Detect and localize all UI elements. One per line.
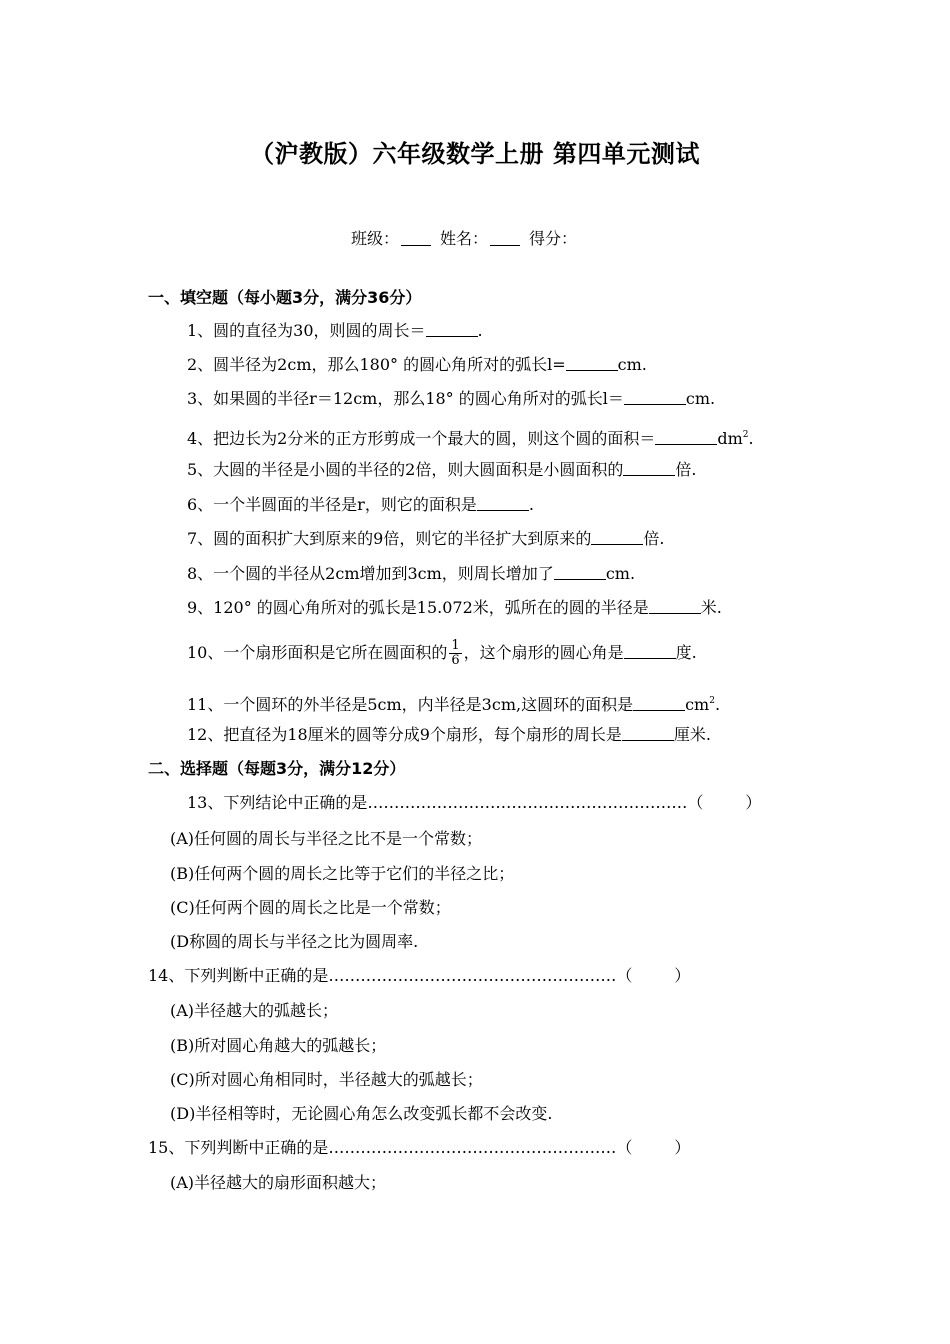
question-7: 7、圆的面积扩大到原来的9倍，则它的半径扩大到原来的 倍. bbox=[187, 529, 665, 548]
answer-blank-3[interactable] bbox=[624, 390, 686, 405]
answer-blank-6[interactable] bbox=[477, 496, 529, 511]
answer-blank-12[interactable] bbox=[622, 726, 674, 741]
answer-blank-4[interactable] bbox=[655, 430, 717, 445]
score-label: 得分： bbox=[529, 229, 578, 248]
section1-heading: 一、填空题（每小题3分，满分36分） bbox=[148, 288, 422, 307]
question-2: 2、圆半径为2cm，那么180° 的圆心角所对的弧长l= cm. bbox=[187, 355, 647, 374]
question-12: 12、把直径为18厘米的圆等分成9个扇形，每个扇形的周长是 厘米. bbox=[187, 725, 711, 744]
name-label: 姓名： bbox=[440, 229, 489, 248]
class-blank[interactable] bbox=[401, 231, 431, 246]
student-info-row bbox=[351, 226, 577, 249]
answer-blank-7[interactable] bbox=[591, 530, 643, 545]
q15-option-a: (A)半径越大的扇形面积越大； bbox=[170, 1173, 387, 1192]
name-blank[interactable] bbox=[490, 231, 520, 246]
question-8: 8、一个圆的半径从2cm增加到3cm，则周长增加了 cm. bbox=[187, 564, 636, 583]
section2-heading: 二、选择题（每题3分，满分12分） bbox=[148, 759, 406, 778]
q14-option-b: (B)所对圆心角越大的弧越长； bbox=[170, 1036, 387, 1055]
answer-blank-11[interactable] bbox=[633, 696, 685, 711]
question-10: 10、一个扇形面积是它所在圆面积的 $\frac{1}{6}$ ，这个扇形的圆心角是 度. bbox=[187, 638, 697, 668]
question-11: 11、一个圆环的外半径是5cm，内半径是3cm,这圆环的面积是 $cm^2$. bbox=[187, 695, 721, 714]
page-title: （沪教版）六年级数学上册 第四单元测试 bbox=[250, 140, 700, 168]
question-1: 1、圆的直径为30，则圆的周长＝ . bbox=[187, 321, 483, 340]
q13-option-c: (C)任何两个圆的周长之比是一个常数； bbox=[170, 898, 451, 917]
question-13-stem: 13、下列结论中正确的是……………………………………………………（ ） bbox=[187, 793, 762, 812]
q13-option-a: (A)任何圆的周长与半径之比不是一个常数； bbox=[170, 829, 483, 848]
q13-option-d: (D称圆的周长与半径之比为圆周率. bbox=[170, 932, 419, 951]
question-6: 6、一个半圆面的半径是r，则它的面积是 . bbox=[187, 495, 534, 514]
class-label: 班级： bbox=[351, 229, 400, 248]
answer-blank-8[interactable] bbox=[554, 565, 606, 580]
question-3: 3、如果圆的半径r＝12cm，那么18° 的圆心角所对的弧长l＝ cm. bbox=[187, 389, 716, 408]
question-15-stem: 15、下列判断中正确的是………………………………………………（ ） bbox=[148, 1138, 691, 1157]
question-5: 5、大圆的半径是小圆的半径的2倍，则大圆面积是小圆面积的 倍. bbox=[187, 460, 697, 479]
question-4: 4、把边长为2分米的正方形剪成一个最大的圆，则这个圆的面积＝ $dm^2$. bbox=[187, 429, 754, 448]
q14-option-a: (A)半径越大的弧越长； bbox=[170, 1001, 339, 1020]
answer-blank-5[interactable] bbox=[623, 461, 675, 476]
answer-blank-1[interactable] bbox=[426, 322, 478, 337]
q14-option-d: (D)半径相等时，无论圆心角怎么改变弧长都不会改变. bbox=[170, 1104, 553, 1123]
question-9: 9、120° 的圆心角所对的弧长是15.072米，弧所在的圆的半径是 米. bbox=[187, 598, 722, 617]
fraction-one-sixth: $\frac{1}{6}$ bbox=[451, 638, 460, 668]
answer-blank-2[interactable] bbox=[566, 356, 618, 371]
q13-option-b: (B)任何两个圆的周长之比等于它们的半径之比； bbox=[170, 864, 515, 883]
question-14-stem: 14、下列判断中正确的是………………………………………………（ ） bbox=[148, 966, 691, 985]
q14-option-c: (C)所对圆心角相同时，半径越大的弧越长； bbox=[170, 1070, 483, 1089]
answer-blank-9[interactable] bbox=[649, 599, 701, 614]
answer-blank-10[interactable] bbox=[624, 644, 676, 659]
